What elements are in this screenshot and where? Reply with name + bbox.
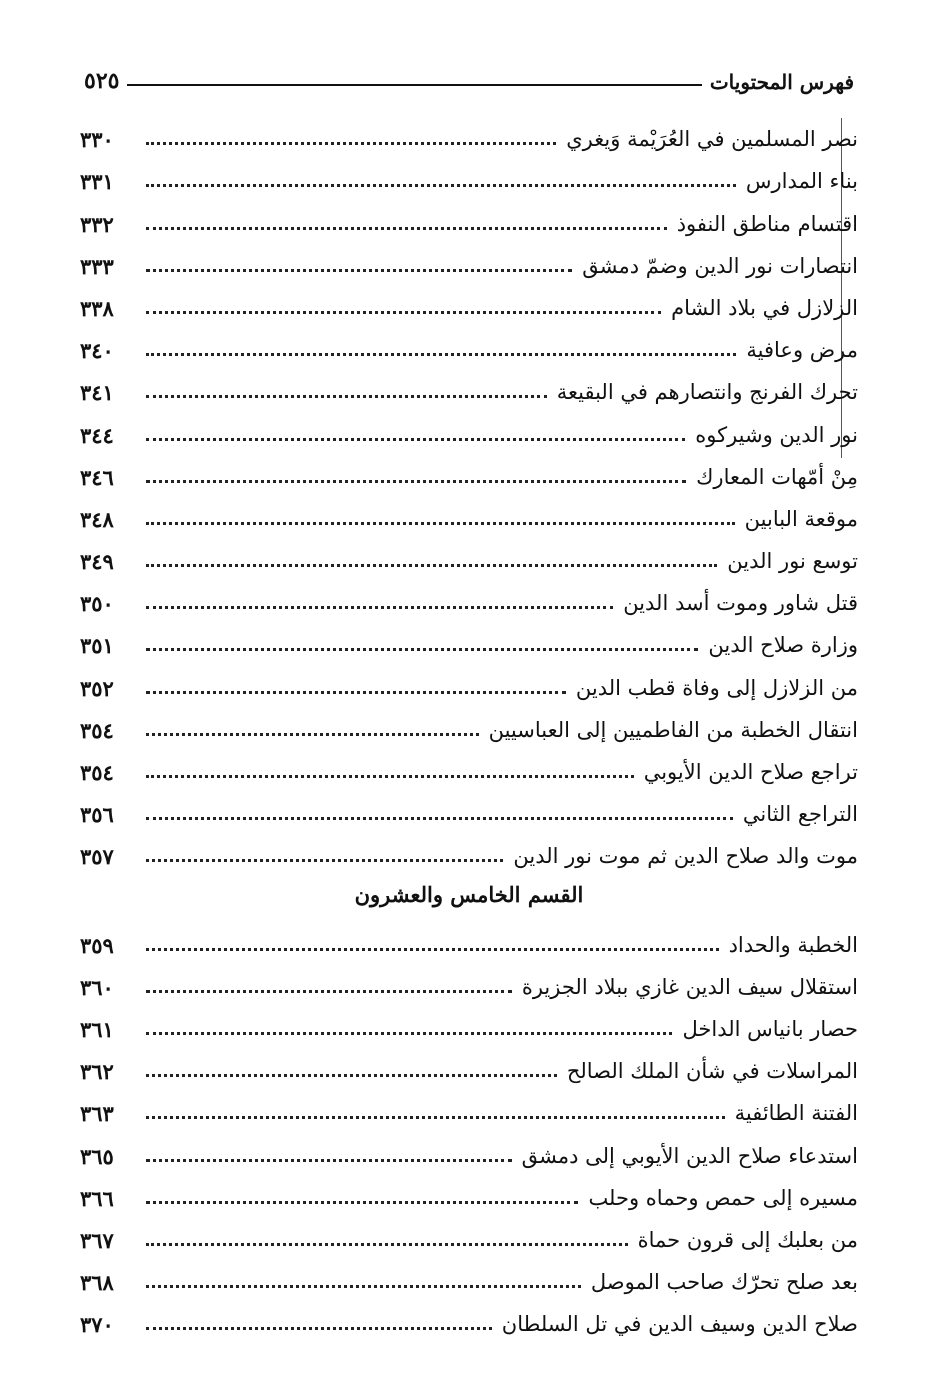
toc-entry-title: الخطبة والحداد (728, 932, 858, 957)
toc-entry-page: ٣٤٤ (80, 422, 114, 448)
toc-entry-page: ٣٦٧ (80, 1227, 114, 1253)
toc-entry-page: ٣٣١ (80, 169, 114, 195)
toc-entry-page: ٣٣٨ (80, 295, 114, 321)
toc-entry-title: الزلازل في بلاد الشام (671, 295, 858, 320)
toc-entry (80, 112, 858, 154)
leader-dots (146, 859, 503, 862)
toc-entry (80, 703, 858, 745)
leader-dots (146, 606, 613, 609)
toc-entry-page: ٣٥٤ (80, 760, 114, 785)
leader-dots (146, 395, 547, 398)
toc-entry-title: حصار بانياس الداخل (682, 1016, 858, 1041)
toc-entry-title: بعد صلح تحرّك صاحب الموصل (590, 1270, 858, 1295)
toc-entry-title: صلاح الدين وسيف الدين في تل السلطان (501, 1312, 858, 1337)
leader-dots (146, 142, 556, 145)
toc-entry-title: قتل شاور وموت أسد الدين (623, 591, 858, 616)
toc-entry (80, 787, 858, 829)
toc-entry (80, 407, 858, 449)
leader-dots (146, 227, 667, 230)
toc-entry-page: ٣٣٠ (80, 127, 114, 153)
toc-entry-page: ٣٥٠ (80, 591, 114, 617)
leader-dots (146, 1116, 725, 1119)
toc-entry (80, 1171, 858, 1213)
toc-entry-title: اقتسام مناطق النفوذ (676, 211, 858, 236)
toc-entry-title: من بعلبك إلى قرون حماة (637, 1227, 858, 1252)
toc-entry-title: انتقال الخطبة من الفاطميين إلى العباسيين (488, 717, 858, 742)
header-title: فهرس المحتويات (709, 70, 854, 94)
toc-entry (80, 1002, 858, 1044)
toc-entry-page: ٣٦٨ (80, 1270, 114, 1296)
toc-entry (80, 450, 858, 492)
leader-dots (146, 480, 686, 483)
toc-entry (80, 196, 858, 238)
leader-dots (146, 990, 512, 993)
toc-entry (80, 576, 858, 618)
leader-dots (146, 1201, 578, 1204)
leader-dots (146, 522, 735, 525)
toc-entry (80, 618, 858, 660)
toc-entry-page: ٣٥٢ (80, 675, 114, 701)
leader-dots (146, 817, 733, 820)
toc-entry-page: ٣٣٢ (80, 211, 114, 237)
toc-entry-title: التراجع الثاني (742, 802, 858, 827)
toc-entry-page: ٣٦٣ (80, 1101, 114, 1127)
toc-entry (80, 1255, 858, 1297)
toc-entry (80, 492, 858, 534)
leader-dots (146, 184, 736, 187)
toc-entry (80, 154, 858, 196)
leader-dots (146, 1327, 492, 1330)
toc-entry-title: استدعاء صلاح الدين الأيوبي إلى دمشق (521, 1143, 858, 1168)
toc-entry (80, 323, 858, 365)
header-rule (127, 84, 701, 86)
leader-dots (146, 311, 661, 314)
toc-entry (80, 239, 858, 281)
toc-entry-page: ٣٦٥ (80, 1143, 114, 1169)
toc-entry (80, 1086, 858, 1128)
toc-entry-page: ٣٤٠ (80, 338, 114, 364)
toc-entry-page: ٣٥١ (80, 633, 114, 659)
toc-entry-title: موت والد صلاح الدين ثم موت نور الدين (513, 844, 858, 869)
toc-entry-page: ٣٦٢ (80, 1059, 114, 1085)
toc-entry-title: نصر المسلمين في العُرَيْمة وَيغري (566, 127, 858, 152)
leader-dots (146, 1243, 628, 1246)
leader-dots (146, 1032, 672, 1035)
toc-entry (80, 829, 858, 871)
toc-entry-title: تراجع صلاح الدين الأيوبي (643, 760, 858, 784)
toc-entry (80, 1297, 858, 1339)
toc-entry-page: ٣٦٠ (80, 974, 114, 1000)
leader-dots (146, 1159, 512, 1162)
toc-entry (80, 1128, 858, 1170)
toc-entry-page: ٣٧٠ (80, 1312, 114, 1338)
leader-dots (146, 733, 479, 736)
toc-entry (80, 960, 858, 1002)
toc-entry-page: ٣٥٦ (80, 802, 114, 828)
toc-entry-title: الفتنة الطائفية (734, 1101, 858, 1126)
toc-entry-title: من الزلازل إلى وفاة قطب الدين (575, 675, 858, 700)
toc-entry-title: بناء المدارس (745, 169, 858, 194)
leader-dots (146, 948, 719, 951)
leader-dots (146, 353, 736, 356)
toc-entry (80, 1044, 858, 1086)
toc-entry-title: مِنْ أمّهات المعارك (696, 464, 858, 489)
leader-dots (146, 269, 572, 272)
toc-entry (80, 534, 858, 576)
toc-entry-page: ٣٦١ (80, 1016, 114, 1042)
toc-entry (80, 281, 858, 323)
toc-entry-title: المراسلات في شأن الملك الصالح (566, 1059, 858, 1084)
leader-dots (146, 775, 634, 778)
toc-entry-title: مرض وعافية (746, 338, 858, 363)
page-header (84, 58, 854, 94)
toc-entry (80, 365, 858, 407)
toc-entry-page: ٣٤٩ (80, 549, 114, 575)
leader-dots (146, 438, 685, 441)
toc-entry-title: استقلال سيف الدين غازي ببلاد الجزيرة (521, 974, 858, 999)
toc-entry-page: ٣٥٧ (80, 844, 114, 870)
toc-entry (80, 660, 858, 702)
header-page-number: ٥٢٥ (84, 68, 120, 94)
leader-dots (146, 691, 566, 694)
toc-entry-page: ٣٦٦ (80, 1185, 114, 1211)
toc-entry-title: وزارة صلاح الدين (708, 633, 858, 658)
toc-entry-page: ٣٤٨ (80, 506, 114, 532)
toc-entry (80, 917, 858, 959)
toc-entry-page: ٣٣٣ (80, 253, 114, 279)
leader-dots (146, 1074, 557, 1077)
toc-entry-title: موقعة البابين (744, 506, 858, 531)
toc-entry (80, 1213, 858, 1255)
leader-dots (146, 564, 717, 567)
section-heading: القسم الخامس والعشرون (354, 881, 584, 907)
toc-entry-title: انتصارات نور الدين وضمّ دمشق (582, 253, 858, 278)
toc-entry-title: تحرك الفرنج وانتصارهم في البقيعة (556, 380, 858, 405)
toc-entry (80, 745, 858, 787)
toc-entry-page: ٣٤١ (80, 380, 114, 406)
toc-entry-page: ٣٥٩ (80, 932, 114, 958)
toc-entry-title: نور الدين وشيركوه (695, 422, 858, 447)
leader-dots (146, 648, 698, 651)
toc-entry-title: توسع نور الدين (727, 549, 858, 574)
toc-entry-page: ٣٤٦ (80, 464, 114, 490)
leader-dots (146, 1285, 581, 1288)
toc-entry-page: ٣٥٤ (80, 717, 114, 743)
toc-entry-title: مسيره إلى حمص وحماه وحلب (588, 1185, 858, 1210)
toc-list-part1 (80, 112, 858, 1339)
